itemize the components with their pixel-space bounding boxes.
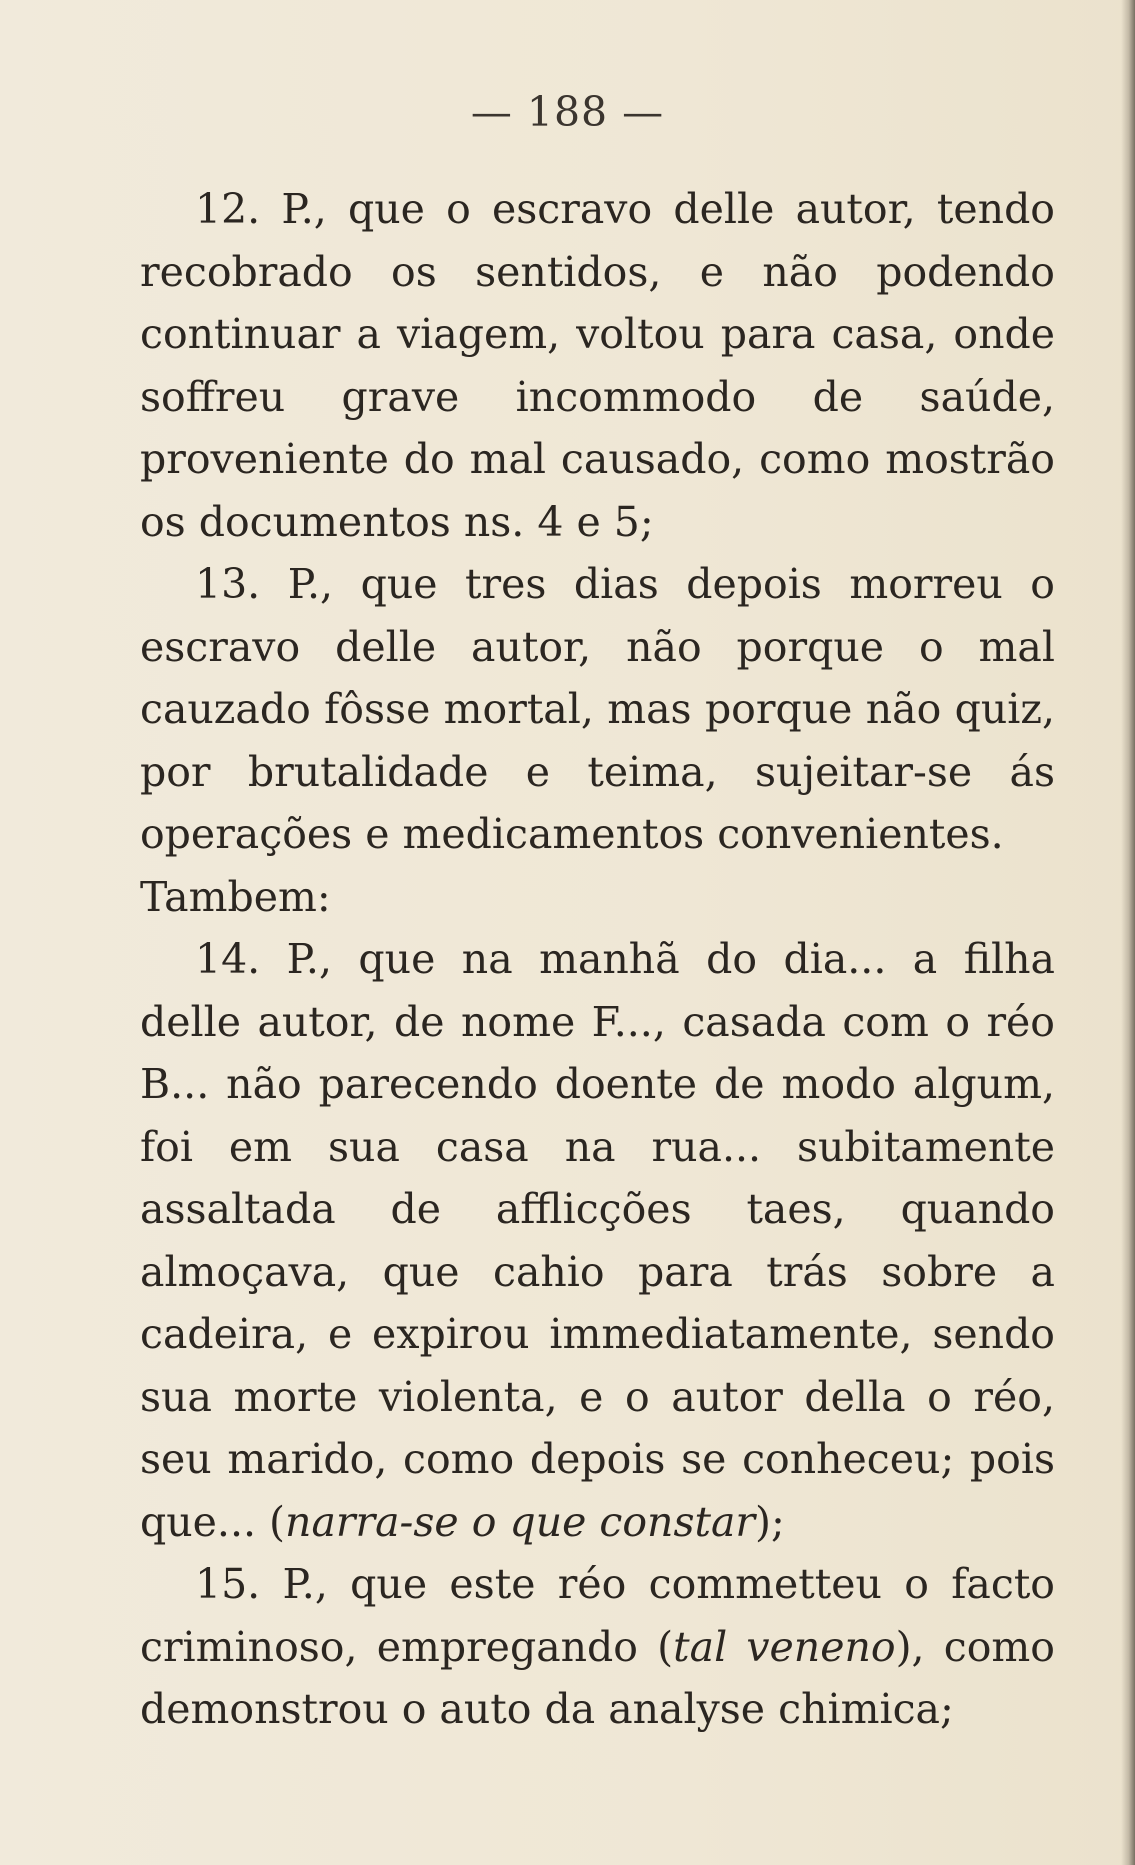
page-edge-shadow bbox=[1121, 0, 1135, 1865]
paragraph-tambem-text: Tambem: bbox=[140, 872, 331, 921]
paragraph-14-italic: narra-se o que constar bbox=[285, 1497, 756, 1546]
paragraph-15-text: 15. P., que este réo commetteu o facto criminoso, empregando ( bbox=[140, 1560, 1055, 1671]
page-number: — 188 — bbox=[470, 88, 665, 136]
paragraph-13-text: 13. P., que tres dias depois morreu o escravo delle autor, não porque o mal cauzado fôsse mortal, mas porque não quiz, por brutalidade e teima, sujeitar-se ás operações e medicamentos convenientes. bbox=[140, 560, 1055, 858]
paragraph-14-text: 14. P., que na manhã do dia... a filha delle autor, de nome F..., casada com o réo B... não parecendo doente de modo algum, foi em sua casa na rua... subitamente assaltada de afflicções taes, quando almoçava, que cahio para trás sobre a cadeira, e expirou immediatamente, sendo sua morte violenta, e o autor della o réo, seu marido, como depois se conheceu; pois que... ( bbox=[140, 935, 1055, 1546]
paragraph-15-italic: tal veneno bbox=[673, 1622, 896, 1671]
paragraph-15 bbox=[140, 1553, 1055, 1741]
paragraph-tambem bbox=[140, 866, 1055, 929]
body-text bbox=[140, 178, 1055, 1741]
paragraph-14-tail: ); bbox=[755, 1497, 785, 1546]
paragraph-12 bbox=[140, 178, 1055, 553]
paragraph-13 bbox=[140, 553, 1055, 866]
paragraph-15-tail: ), como demonstrou o auto da analyse chimica; bbox=[140, 1622, 1055, 1733]
paragraph-12-text: 12. P., que o escravo delle autor, tendo recobrado os sentidos, e não podendo continuar a viagem, voltou para casa, onde soffreu grave incommodo de saúde, proveniente do mal causado, como mostrão os documentos ns. 4 e 5; bbox=[140, 185, 1055, 546]
paragraph-14 bbox=[140, 928, 1055, 1553]
